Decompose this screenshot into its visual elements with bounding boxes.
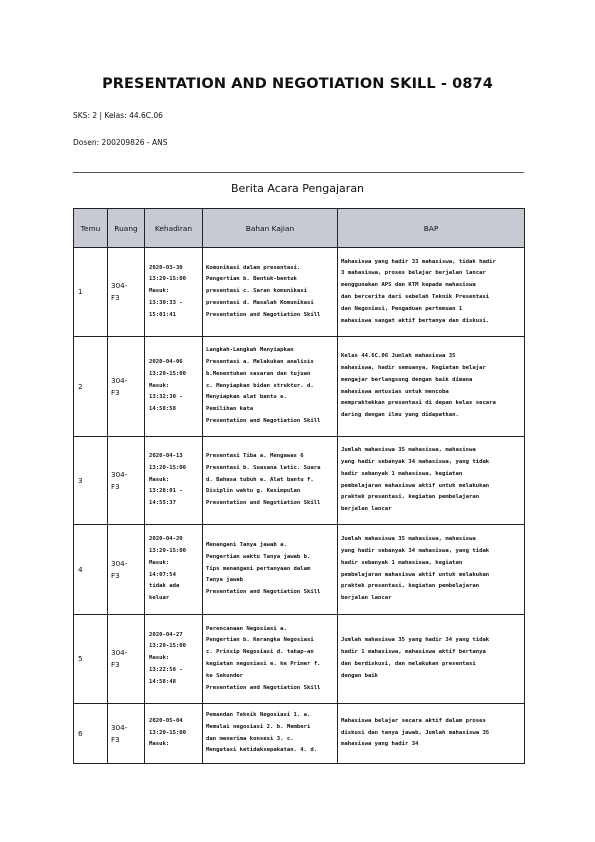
table-row [74,704,525,764]
cell-kehadiran: 2020-04-27 13:20-15:00 Masuk: 13:22:58 - 14:58:48 [145,615,203,704]
table-header-row [74,209,525,248]
cell-temu: 4 [74,525,108,615]
table-row [74,437,525,525]
cell-bap: Jumlah mahasiswa 35 mahasiswa, mahasiswa yang hadir sebanyak 34 mahasiswa, yang tidak hadir sebanyak 1 mahasiswa, kegiatan pembelajaran mahasiswa aktif untuk melakukan praktek presentasi, kegiatan pembelajaran berjalan lancar [338,437,525,525]
cell-kehadiran: 2020-04-20 13:20-15:00 Masuk: 14:07:54 tidak ada keluar [145,525,203,615]
cell-ruang: 304- F3 [108,525,145,615]
header-bahan-kajian: Bahan Kajian [203,209,338,248]
table-row [74,525,525,615]
cell-kehadiran: 2020-05-04 13:20-15:00 Masuk: [145,704,203,764]
header-temu: Temu [74,209,108,248]
teaching-record-table [73,208,525,764]
cell-ruang: 304- F3 [108,704,145,764]
section-title: Berita Acara Pengajaran [230,182,365,195]
cell-ruang: 304- F3 [108,437,145,525]
cell-bap: Mahasiswa belajar secara aktif dalam proses diskusi dan tanya jawab, Jumlah mahasiswa 35 mahasiswa yang hadir 34 [338,704,525,764]
cell-bahan-kajian: Langkah-Langkah Menyiapkan Presentasi a. Melakukan analisis b.Menentukan sasaran dan tujuan c. Menyiapkan bidan struktur. d. Menyiapkan alat bantu e. Pemilihan kata Presentation and Negotiation Skill [203,337,338,437]
cell-temu: 2 [74,337,108,437]
cell-temu: 6 [74,704,108,764]
cell-bahan-kajian: Komunikasi dalam presentasi. Pengertian b. Bentuk-bentuk presentasi c. Saran komunikasi presentasi d. Masalah Komunikasi Presentation and Negotiation Skill [203,248,338,337]
cell-bahan-kajian: Menangani Tanya jawab a. Pengertian waktu Tanya jawab b. Tips menangani pertanyaan dalam Tanya jawab Presentation and Negotiation Skill [203,525,338,615]
cell-bahan-kajian: Perencanaan Negosiasi a. Pengertian b. Kerangka Negosiasi c. Prinsip Negosiasi d. tahap-an kegiatan negosiasi e. ke Primer f. ke Sekunder Presentation and Negotiation Skill [203,615,338,704]
document-title: PRESENTATION AND NEGOTIATION SKILL - 0874 [102,76,493,92]
cell-ruang: 304- F3 [108,248,145,337]
cell-kehadiran: 2020-04-13 13:20-15:00 Masuk: 13:28:01 - 14:55:37 [145,437,203,525]
cell-bahan-kajian: Pemandan Teknik Negosiasi 1. a. Memulai negosiasi 2. b. Memberi dan menerima konsesi 3. c. Mengatasi ketidaksepakatan. 4. d. [203,704,338,764]
divider [73,172,524,173]
cell-bap: Jumlah mahasiswa 35 yang hadir 34 yang tidak hadir 1 mahasiswa, mahasiswa aktif bertanya dan berdiskusi, dan melakukan presentasi dengan baik [338,615,525,704]
cell-temu: 3 [74,437,108,525]
cell-temu: 5 [74,615,108,704]
cell-kehadiran: 2020-04-06 13:20-15:00 Masuk: 13:32:30 - 14:58:58 [145,337,203,437]
cell-bahan-kajian: Presentasi Tiba a. Mengawas 6 Presentasi b. Suasana latic. Suara d. Bahasa tubuh e. Alat bantu f. Disiplin waktu g. Kesimpulan Presentation and Negotiation Skill [203,437,338,525]
cell-temu: 1 [74,248,108,337]
table-row [74,615,525,704]
table-row [74,337,525,437]
dosen-line: Dosen: 200209826 - ANS [73,138,168,147]
cell-bap: Mahasiswa yang hadir 33 mahasiswa, tidak hadir 3 mahasiswa, proses belajar berjalan lancar menggunakan APS dan KTM kepada mahasiswa dan bercerita dari sebelah Teknik Presentasi dan Negosiasi, Pengaduan pertemuan 1 mahasiswa sangat aktif bertanya dan diskusi. [338,248,525,337]
table-row [74,248,525,337]
cell-ruang: 304- F3 [108,337,145,437]
cell-ruang: 304- F3 [108,615,145,704]
header-bap: BAP [338,209,525,248]
header-ruang: Ruang [108,209,145,248]
cell-bap: Jumlah mahasiswa 35 mahasiswa, mahasiswa yang hadir sebanyak 34 mahasiswa, yang tidak hadir sebanyak 1 mahasiswa, kegiatan pembelajaran mahasiswa aktif untuk melakukan praktek presentasi, kegiatan pembelajaran berjalan lancar [338,525,525,615]
sks-kelas-line: SKS: 2 | Kelas: 44.6C.06 [73,111,163,120]
header-kehadiran: Kehadiran [145,209,203,248]
cell-bap: Kelas 44.6C.06 Jumlah mahasiswa 35 mahasiswa, hadir semuanya, Kegiatan belajar mengajar berlangsung dengan baik dimana mahasiswa antusias untuk mencoba mempraktekkan presentasi di depan kelas secara daring dengan ilmu yang didapatkan. [338,337,525,437]
cell-kehadiran: 2020-03-30 13:20-15:00 Masuk: 13:30:33 - 15:01:41 [145,248,203,337]
